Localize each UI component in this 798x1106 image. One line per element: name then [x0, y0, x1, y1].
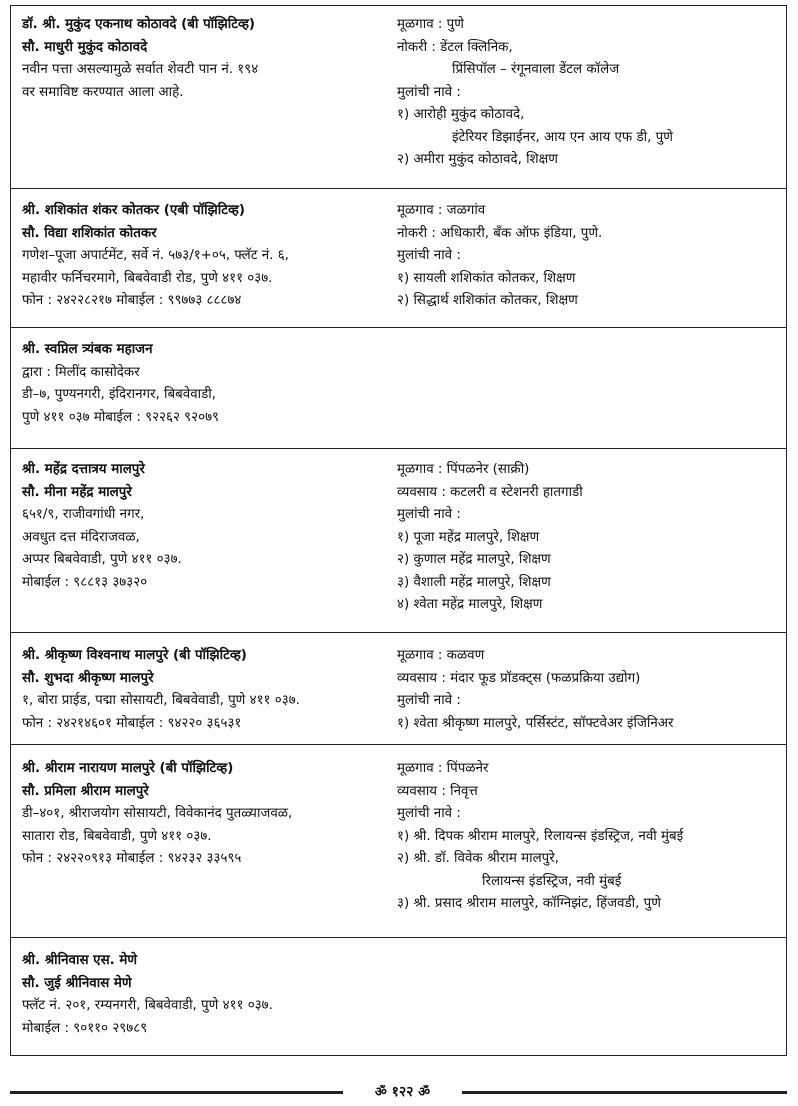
ornament-icon: ॐ: [418, 1085, 431, 1100]
address-line: गणेश–पूजा अपार्टमेंट, सर्वे नं. ५७३/१+०५, फ्लॅट नं. ६,: [22, 248, 289, 263]
occupation: व्यवसाय : निवृत्त: [397, 783, 478, 799]
address-line: १, बोरा प्राईड, पद्मा सोसायटी, बिबवेवाडी, पुणे ४११ ०३७.: [22, 693, 300, 708]
child-item: १) श्री. दिपक श्रीराम मालपुरे, रिलायन्स इंडस्ट्रिज, नवी मुंबई: [397, 828, 684, 844]
family-entry: [11, 745, 786, 938]
address-line: सातारा रोड, बिबवेवाडी, पुणे ४११ ०३७.: [22, 828, 212, 844]
child-item: १) श्वेता श्रीकृष्ण मालपुरे, पर्सिस्टंट, सॉफ्टवेअर इंजिनिअर: [397, 715, 674, 731]
family-entry: [11, 6, 786, 189]
child-item: २) श्री. डॉ. विवेक श्रीराम मालपुरे,: [397, 851, 560, 866]
wife-name: सौ. विद्या शशिकांत कोतकर: [22, 225, 157, 241]
ornament-icon: ॐ: [374, 1085, 387, 1100]
care-of-line: द्वारा : मिलींद कासोदेकर: [22, 364, 140, 380]
address-note: नवीन पत्ता असल्यामुळे सर्वात शेवटी पान नं. १९४: [22, 62, 259, 77]
native-place: मूळगाव : जळगांव: [397, 203, 486, 218]
entry-contact-column: [11, 14, 397, 188]
child-item: २) कुणाल महेंद्र मालपुरे, शिक्षण: [397, 552, 551, 567]
page-number-block: [343, 1082, 462, 1103]
page-footer: [10, 1082, 787, 1102]
entry-details-column: [397, 14, 786, 188]
footer-rule: [10, 1091, 343, 1094]
child-item: ४) श्वेता महेंद्र मालपुरे, शिक्षण: [397, 597, 543, 612]
entry-contact-column: [11, 950, 397, 1055]
husband-name: श्री. श्रीराम नारायण मालपुरे (बी पॉझिटिव्ह): [22, 761, 234, 776]
wife-name: सौ. माधुरी मुकुंद कोठावदे: [22, 39, 148, 55]
entry-details-column: [397, 459, 786, 632]
entry-details-column: [397, 200, 786, 327]
person-name: श्री. स्वप्निल त्र्यंबक महाजन: [22, 342, 153, 357]
phone-line: फोन : २४२२८२१७ मोबाईल : ९९७७३ ८८८७४: [22, 293, 242, 308]
address-line: डी–७, पुण्यनगरी, इंदिरानगर, बिबवेवाडी,: [22, 387, 217, 402]
native-place: मूळगाव : पिंपळनेर (साक्री): [397, 462, 530, 477]
address-line: ६५१/९, राजीवगांधी नगर,: [22, 507, 145, 522]
children-heading: मुलांची नावे :: [397, 84, 461, 100]
entry-contact-column: [11, 200, 397, 327]
husband-name: श्री. शशिकांत शंकर कोतकर (एबी पॉझिटिव्ह): [22, 203, 246, 218]
address-line: अवधुत दत्त मंदिराजवळ,: [22, 529, 140, 545]
phone-line: मोबाईल : ९८८१३ ३७३२०: [22, 574, 148, 590]
child-detail: रिलायन्स इंडस्ट्रिज, नवी मुंबई: [482, 873, 622, 889]
entry-details-column: [397, 645, 786, 744]
children-heading: मुलांची नावे :: [397, 693, 461, 708]
entry-details-column: [397, 758, 786, 937]
entry-contact-column: [11, 645, 397, 744]
entry-details-column: [397, 950, 786, 1055]
family-entry: [11, 189, 786, 328]
husband-name: श्री. महेंद्र दत्तात्रय मालपुरे: [22, 462, 145, 477]
wife-name: सौ. शुभदा श्रीकृष्ण मालपुरे: [22, 670, 154, 686]
occupation: व्यवसाय : कटलरी व स्टेशनरी हातगाडी: [397, 484, 583, 500]
children-heading: मुलांची नावे :: [397, 806, 461, 821]
entry-contact-column: [11, 339, 397, 448]
husband-name: डॉ. श्री. मुकुंद एकनाथ कोठावदे (बी पॉझिटिव्ह): [22, 17, 256, 32]
address-line: फ्लॅट नं. २०१, रम्यनगरी, बिबवेवाडी, पुणे ४११ ०३७.: [22, 998, 273, 1013]
page-number: १२२: [391, 1084, 414, 1100]
child-item: १) सायली शशिकांत कोतकर, शिक्षण: [397, 270, 576, 286]
phone-line: मोबाईल : ९०११० २९७८९: [22, 1020, 148, 1036]
children-heading: मुलांची नावे :: [397, 507, 461, 522]
entry-details-column: [397, 339, 786, 448]
family-entry: [11, 938, 786, 1055]
child-item: १) पूजा महेंद्र मालपुरे, शिक्षण: [397, 529, 540, 545]
husband-name: श्री. श्रीकृष्ण विश्वनाथ मालपुरे (बी पॉझिटिव्ह): [22, 648, 247, 663]
family-entry: [11, 328, 786, 449]
phone-line: फोन : २४२२०९१३ मोबाईल : ९४२३२ ३३५९५: [22, 851, 242, 866]
address-note: वर समाविष्ट करण्यात आला आहे.: [22, 84, 184, 100]
entry-contact-column: [11, 459, 397, 632]
occupation: व्यवसाय : मंदार फूड प्रॉडक्ट्स (फळप्रक्रिया उद्योग): [397, 670, 641, 686]
phone-line: फोन : २४२१४६०१ मोबाईल : ९४२२० ३६५३१: [22, 715, 242, 731]
husband-name: श्री. श्रीनिवास एस. मेणे: [22, 953, 138, 968]
directory-table: [10, 5, 787, 1056]
child-item: २) सिद्धार्थ शशिकांत कोतकर, शिक्षण: [397, 293, 578, 308]
child-detail: इंटेरियर डिझाईनर, आय एन आय एफ डी, पुणे: [452, 129, 673, 145]
child-item: १) आरोही मुकुंद कोठावदे,: [397, 107, 525, 122]
child-item: ३) श्री. प्रसाद श्रीराम मालपुरे, कॉग्निझंट, हिंजवडी, पुणे: [397, 896, 661, 911]
family-entry: [11, 449, 786, 633]
occupation: नोकरी : अधिकारी, बँक ऑफ इंडिया, पुणे.: [397, 225, 603, 241]
occupation-detail: प्रिंसिपॉल – रंगूनवाला डेंटल कॉलेज: [452, 62, 620, 77]
address-line: अप्पर बिबवेवाडी, पुणे ४११ ०३७.: [22, 552, 182, 567]
child-item: २) अमीरा मुकुंद कोठावदे, शिक्षण: [397, 152, 558, 167]
children-heading: मुलांची नावे :: [397, 248, 461, 263]
native-place: मूळगाव : पुणे: [397, 17, 464, 32]
wife-name: सौ. प्रमिला श्रीराम मालपुरे: [22, 783, 149, 799]
address-line: डी–४०१, श्रीराजयोग सोसायटी, विवेकानंद पुतळ्याजवळ,: [22, 806, 293, 821]
family-entry: [11, 633, 786, 745]
native-place: मूळगाव : कळवण: [397, 648, 485, 663]
occupation: नोकरी : डेंटल क्लिनिक,: [397, 39, 513, 55]
phone-line: पुणे ४११ ०३७ मोबाईल : ९२२६२ ९२०७९: [22, 409, 219, 425]
address-line: महावीर फर्निचरमागे, बिबवेवाडी रोड, पुणे ४११ ०३७.: [22, 270, 273, 286]
child-item: ३) वैशाली महेंद्र मालपुरे, शिक्षण: [397, 574, 551, 590]
wife-name: सौ. जुई श्रीनिवास मेणे: [22, 975, 132, 991]
entry-contact-column: [11, 758, 397, 937]
wife-name: सौ. मीना महेंद्र मालपुरे: [22, 484, 132, 500]
native-place: मूळगाव : पिंपळनेर: [397, 761, 489, 776]
footer-rule: [462, 1091, 787, 1094]
